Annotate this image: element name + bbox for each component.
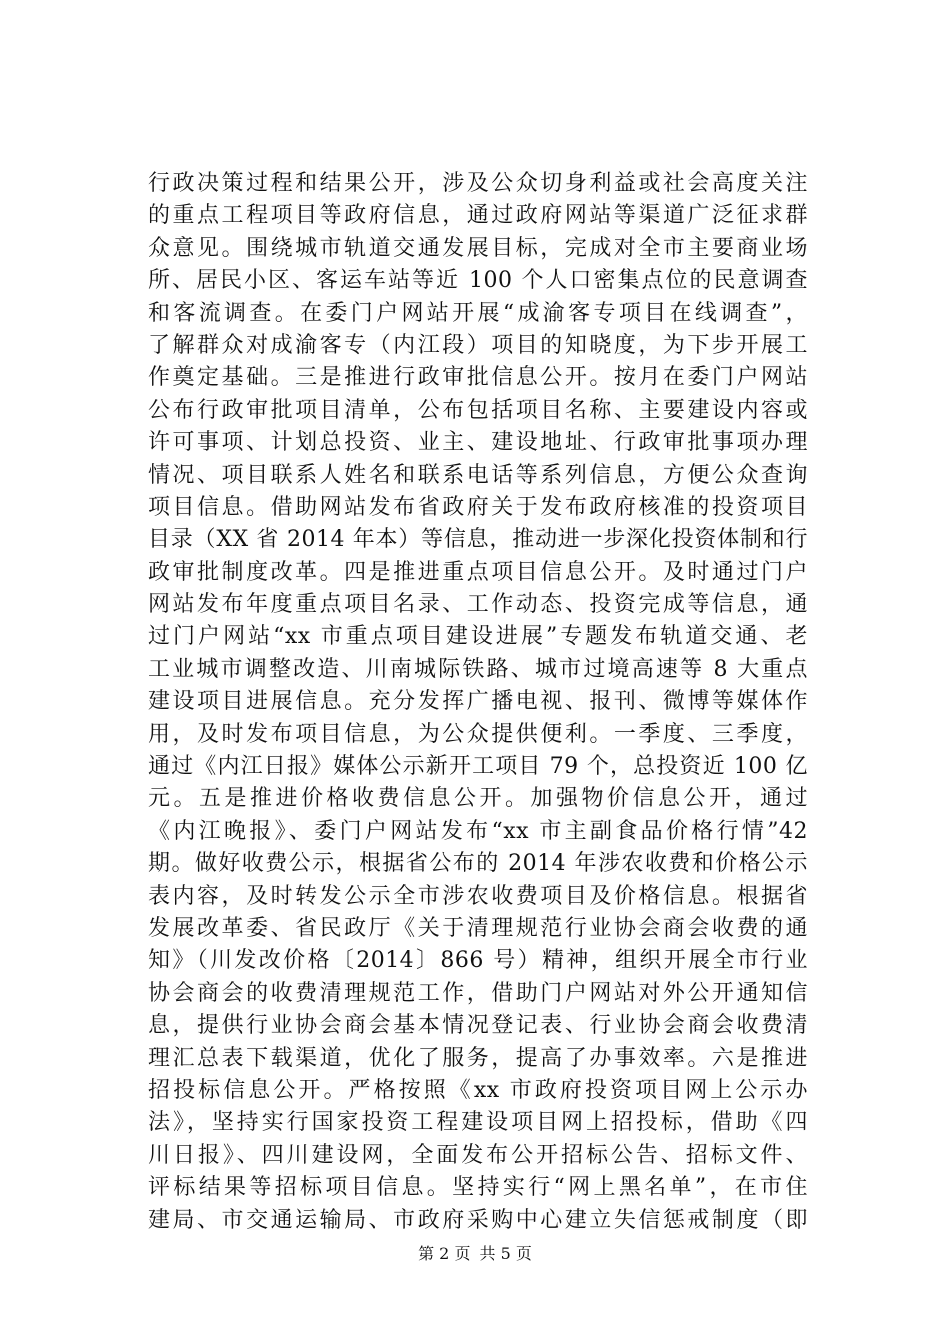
text-line: 所、居民小区、客运车站等近 100 个人口密集点位的民意调查 xyxy=(148,268,808,294)
text-line: 工业城市调整改造、川南城际铁路、城市过境高速等 8 大重点 xyxy=(148,656,808,682)
page-footer xyxy=(0,1244,950,1264)
text-line: 作奠定基础。三是推进行政审批信息公开。按月在委门户网站 xyxy=(148,365,808,391)
text-line: 行政决策过程和结果公开，涉及公众切身利益或社会高度关注 xyxy=(148,171,808,196)
text-line: 和客流调查。在委门户网站开展“成渝客专项目在线调查”， xyxy=(148,300,808,326)
text-line: 协会商会的收费清理规范工作，借助门户网站对外公开通知信 xyxy=(148,980,808,1006)
text-line: 建设项目进展信息。充分发挥广播电视、报刊、微博等媒体作 xyxy=(148,689,808,715)
text-line: 公布行政审批项目清单，公布包括项目名称、主要建设内容或 xyxy=(148,397,808,423)
text-line: 川日报》、四川建设网，全面发布公开招标公告、招标文件、 xyxy=(148,1142,808,1168)
text-line: 项目信息。借助网站发布省政府关于发布政府核准的投资项目 xyxy=(148,494,808,520)
text-line: 招投标信息公开。严格按照《xx 市政府投资项目网上公示办 xyxy=(148,1077,808,1103)
text-line: 用，及时发布项目信息，为公众提供便利。一季度、三季度， xyxy=(148,721,808,747)
page-total: 共 5 页 xyxy=(479,1244,532,1263)
body-text xyxy=(148,168,808,1237)
text-line: 表内容，及时转发公示全市涉农收费项目及价格信息。根据省 xyxy=(148,883,808,909)
text-line: 众意见。围绕城市轨道交通发展目标，完成对全市主要商业场 xyxy=(148,235,808,261)
text-line: 发展改革委、省民政厅《关于清理规范行业协会商会收费的通 xyxy=(148,915,808,941)
text-line: 网站发布年度重点项目名录、工作动态、投资完成等信息，通 xyxy=(148,592,808,618)
text-line: 通过《内江日报》媒体公示新开工项目 79 个，总投资近 100 亿 xyxy=(148,754,808,780)
text-line: 期。做好收费公示，根据省公布的 2014 年涉农收费和价格公示 xyxy=(148,851,808,877)
text-line: 建局、市交通运输局、市政府采购中心建立失信惩戒制度（即 xyxy=(148,1207,808,1233)
page-number: 第 2 页 xyxy=(418,1244,471,1263)
text-line: 息，提供行业协会商会基本情况登记表、行业协会商会收费清 xyxy=(148,1013,808,1039)
text-line: 的重点工程项目等政府信息，通过政府网站等渠道广泛征求群 xyxy=(148,203,808,229)
text-line: 目录（XX 省 2014 年本）等信息，推动进一步深化投资体制和行 xyxy=(148,527,808,553)
text-line: 理汇总表下载渠道，优化了服务，提高了办事效率。六是推进 xyxy=(148,1045,808,1071)
text-line: 《内江晚报》、委门户网站发布“xx 市主副食品价格行情”42 xyxy=(148,818,808,844)
text-line: 评标结果等招标项目信息。坚持实行“网上黑名单”，在市住 xyxy=(148,1175,808,1201)
text-line: 知》（川发改价格〔2014〕866 号）精神，组织开展全市行业 xyxy=(148,948,808,974)
text-line: 元。五是推进价格收费信息公开。加强物价信息公开，通过 xyxy=(148,786,808,812)
text-line: 许可事项、计划总投资、业主、建设地址、行政审批事项办理 xyxy=(148,430,808,456)
text-line: 了解群众对成渝客专（内江段）项目的知晓度，为下步开展工 xyxy=(148,332,808,358)
text-line: 过门户网站“xx 市重点项目建设进展”专题发布轨道交通、老 xyxy=(148,624,808,650)
text-line: 法》，坚持实行国家投资工程建设项目网上招投标，借助《四 xyxy=(148,1110,808,1136)
text-line: 情况、项目联系人姓名和联系电话等系列信息，方便公众查询 xyxy=(148,462,808,488)
text-line: 政审批制度改革。四是推进重点项目信息公开。及时通过门户 xyxy=(148,559,808,585)
